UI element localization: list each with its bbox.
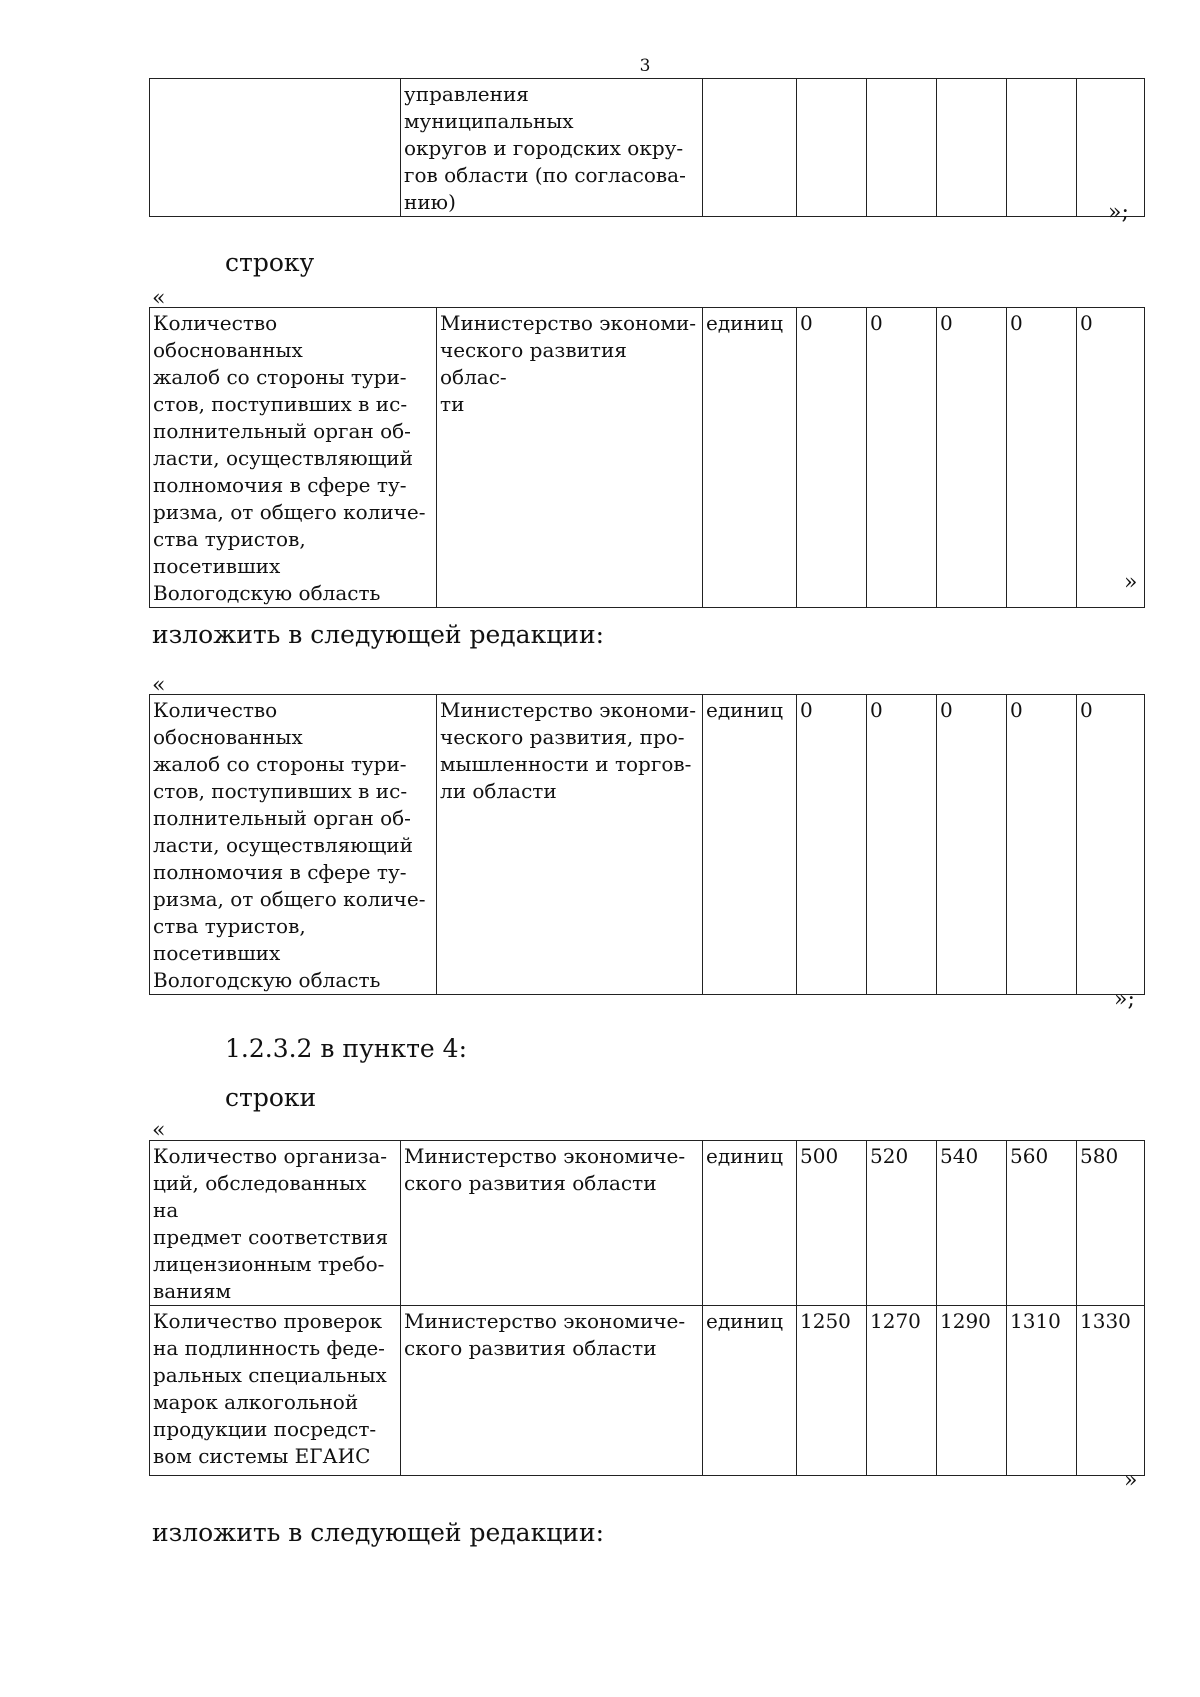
open-quote: « (152, 286, 166, 311)
table-row (150, 79, 1145, 217)
label-stroku: строку (225, 248, 315, 277)
table-row (150, 695, 1145, 995)
value-cell: 0 (797, 695, 867, 995)
value-cell: 560 (1007, 1141, 1077, 1306)
label-new-edition: изложить в следующей редакции: (152, 620, 605, 649)
page-number: 3 (639, 56, 651, 76)
value-cell: 1250 (797, 1306, 867, 1476)
label-stroki: строки (225, 1083, 317, 1112)
value-cell: 0 (867, 308, 937, 608)
indicator-cell (150, 79, 401, 217)
clause-heading: 1.2.3.2 в пункте 4: (225, 1034, 467, 1063)
value-cell (1077, 79, 1145, 217)
close-quote: »; (1114, 987, 1135, 1012)
unit-cell (703, 79, 797, 217)
responsible-cell: Министерство экономи- ческого развития облас- ти (437, 308, 703, 608)
label-new-edition: изложить в следующей редакции: (152, 1518, 605, 1547)
value-cell: 500 (797, 1141, 867, 1306)
responsible-cell: Министерство экономиче- ского развития области (401, 1306, 703, 1476)
value-cell: 540 (937, 1141, 1007, 1306)
value-cell: 1270 (867, 1306, 937, 1476)
indicator-cell: Количество проверок на подлинность феде- ральных специальных марок алкогольной продукции посредст- вом системы ЕГАИС (150, 1306, 401, 1476)
unit-cell: единиц (703, 695, 797, 995)
open-quote: « (152, 673, 166, 698)
table-row (150, 1141, 1145, 1306)
table-old-row (149, 307, 1145, 608)
value-cell: 0 (1077, 308, 1145, 608)
value-cell: 0 (937, 695, 1007, 995)
value-cell: 1310 (1007, 1306, 1077, 1476)
close-quote: »; (1108, 200, 1129, 225)
indicator-cell: Количество обоснованных жалоб со стороны тури- стов, поступивших в ис- полнительный орган об- ласти, осуществляющий полномочия в сфере ту- ризма, от общего количе- ства туристов, посетивших Вологодскую область (150, 695, 437, 995)
value-cell (867, 79, 937, 217)
value-cell: 0 (797, 308, 867, 608)
value-cell: 0 (1077, 695, 1145, 995)
open-quote: « (152, 1118, 166, 1143)
responsible-cell: управления муниципальных округов и городских окру- гов области (по согласова- нию) (401, 79, 703, 217)
close-quote: » (1124, 1468, 1138, 1493)
value-cell: 0 (937, 308, 1007, 608)
close-quote: » (1124, 570, 1138, 595)
table-row (150, 308, 1145, 608)
table-old-rows (149, 1140, 1145, 1476)
value-cell: 0 (1007, 695, 1077, 995)
unit-cell: единиц (703, 1306, 797, 1476)
value-cell (937, 79, 1007, 217)
value-cell: 1290 (937, 1306, 1007, 1476)
unit-cell: единиц (703, 1141, 797, 1306)
value-cell (797, 79, 867, 217)
table-new-row (149, 694, 1145, 995)
value-cell: 0 (1007, 308, 1077, 608)
value-cell (1007, 79, 1077, 217)
responsible-cell: Министерство экономи- ческого развития, про- мышленности и торгов- ли области (437, 695, 703, 995)
indicator-cell: Количество организа- ций, обследованных на предмет соответствия лицензионным требо- ваниям (150, 1141, 401, 1306)
table-continuation (149, 78, 1145, 217)
table-row (150, 1306, 1145, 1476)
value-cell: 580 (1077, 1141, 1145, 1306)
value-cell: 520 (867, 1141, 937, 1306)
indicator-cell: Количество обоснованных жалоб со стороны тури- стов, поступивших в ис- полнительный орган об- ласти, осуществляющий полномочия в сфере ту- ризма, от общего количе- ства туристов, посетивших Вологодскую область (150, 308, 437, 608)
value-cell: 0 (867, 695, 937, 995)
value-cell: 1330 (1077, 1306, 1145, 1476)
responsible-cell: Министерство экономиче- ского развития области (401, 1141, 703, 1306)
unit-cell: единиц (703, 308, 797, 608)
